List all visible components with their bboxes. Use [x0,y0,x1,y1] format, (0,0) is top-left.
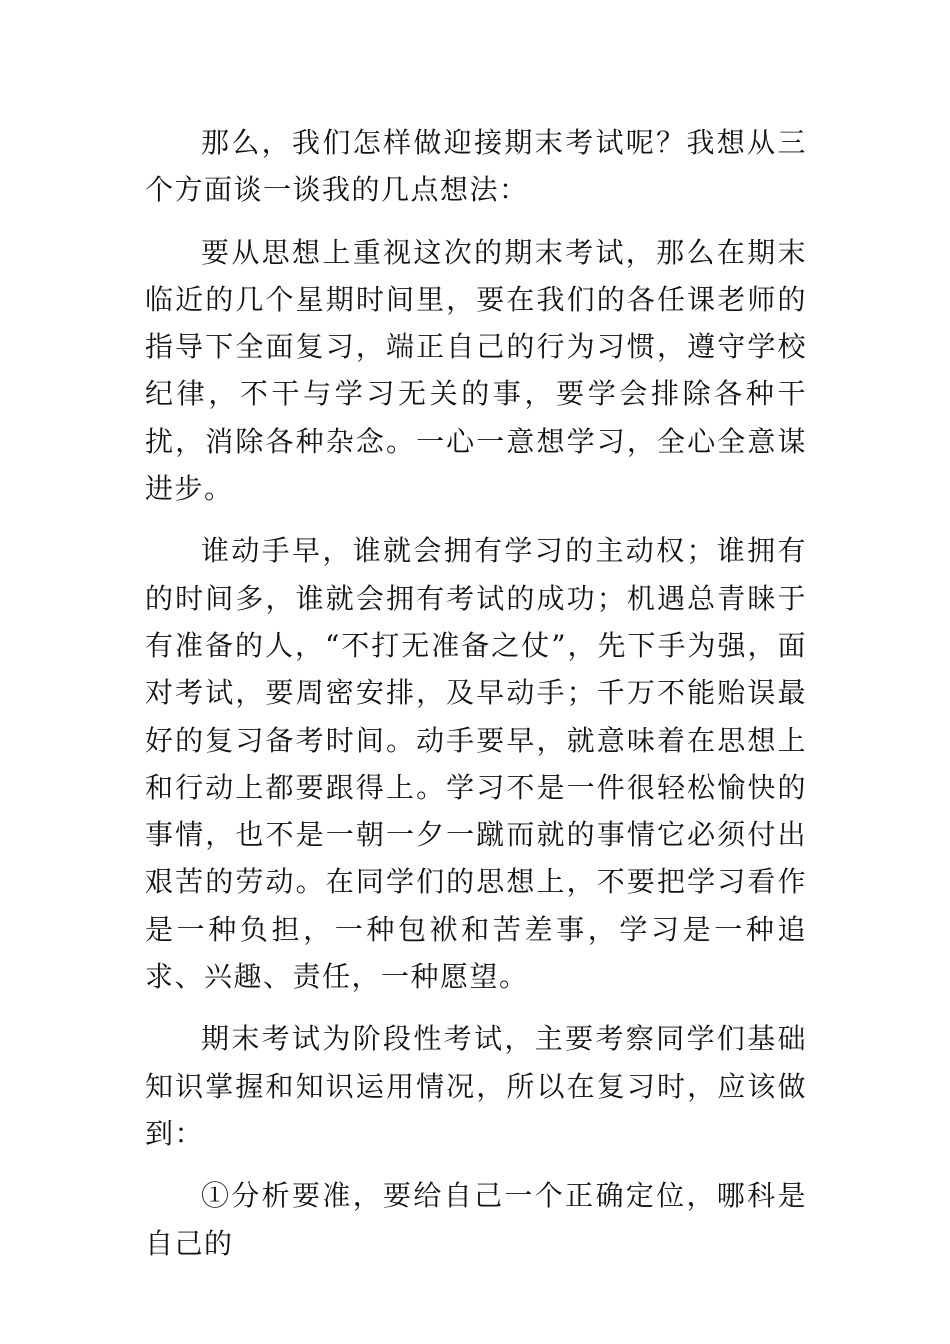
paragraph-review-method: 期末考试为阶段性考试，主要考察同学们基础知识掌握和知识运用情况，所以在复习时，应该做到： [145,1022,807,1150]
paragraph-start-early: 谁动手早，谁就会拥有学习的主动权；谁拥有的时间多，谁就会拥有考试的成功；机遇总青睐于有准备的人，“不打无准备之仗”，先下手为强，面对考试，要周密安排，及早动手；千万不能贻误最好的复习备考时间。动手要早，就意味着在思想上和行动上都要跟得上。学习不是一件很轻松愉快的事情，也不是一朝一夕一蹴而就的事情它必须付出艰苦的劳动。在同学们的思想上，不要把学习看作是一种负担，一种包袱和苦差事，学习是一种追求、兴趣、责任，一种愿望。 [145,534,807,994]
paragraph-attitude: 要从思想上重视这次的期末考试，那么在期末临近的几个星期时间里，要在我们的各任课老师的指导下全面复习，端正自己的行为习惯，遵守学校纪律，不干与学习无关的事，要学会排除各种干扰，消除各种杂念。一心一意想学习，全心全意谋进步。 [145,235,807,506]
document-body [145,119,807,1282]
paragraph-point-one: ①分析要准，要给自己一个正确定位，哪科是自己的 [145,1179,807,1260]
paragraph-intro: 那么，我们怎样做迎接期末考试呢？我想从三个方面谈一谈我的几点想法： [145,126,807,207]
